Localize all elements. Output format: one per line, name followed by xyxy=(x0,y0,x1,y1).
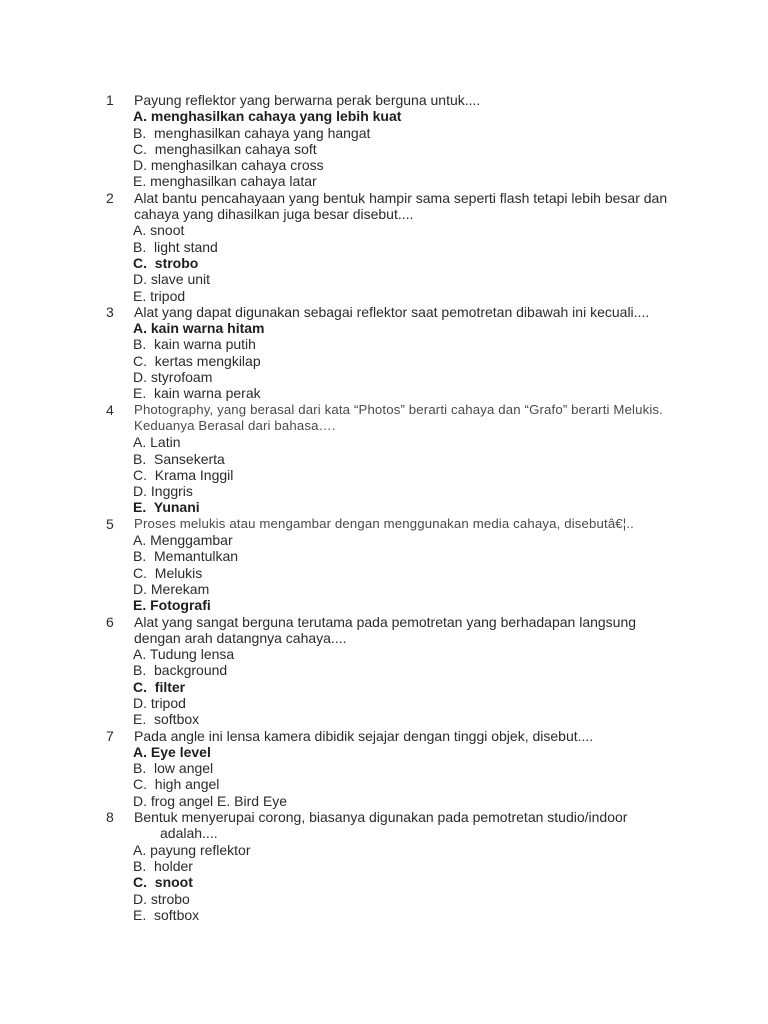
answer-option: D. tripod xyxy=(133,694,186,711)
answer-option-correct: C. filter xyxy=(133,678,186,695)
answer-option: B. Sansekerta xyxy=(133,450,225,467)
answer-option: B. menghasilkan cahaya yang hangat xyxy=(133,124,371,141)
answer-option: E. softbox xyxy=(133,711,200,728)
question-3 xyxy=(0,304,768,402)
answer-option: D. strobo xyxy=(133,890,190,907)
question-number: 5 xyxy=(106,515,114,532)
question-7 xyxy=(0,728,768,809)
question-text-line: Alat yang dapat digunakan sebagai reflektor saat pemotretan dibawah ini kecuali.... xyxy=(134,303,650,320)
question-text xyxy=(134,809,694,842)
question-text-line: adalah.... xyxy=(160,825,218,842)
question-number: 7 xyxy=(106,727,114,744)
question-2 xyxy=(0,190,768,304)
answer-option: E. kain warna perak xyxy=(133,385,261,402)
question-text xyxy=(134,190,694,223)
answer-option: C. kertas mengkilap xyxy=(133,352,261,369)
answer-option: E. menghasilkan cahaya latar xyxy=(133,173,317,190)
question-number: 4 xyxy=(106,401,114,418)
question-text-line: Alat bantu pencahayaan yang bentuk hampir sama seperti flash tetapi lebih besar dan xyxy=(134,189,668,206)
answer-option-correct: E. Yunani xyxy=(133,499,200,516)
question-text-line: Keduanya Berasal dari bahasa…. xyxy=(134,417,336,433)
question-6 xyxy=(0,614,768,728)
answer-option: B. low angel xyxy=(133,760,214,777)
answer-option-correct: E. Fotografi xyxy=(133,597,211,614)
answer-option: B. light stand xyxy=(133,238,218,255)
question-5 xyxy=(0,516,768,614)
answer-option-correct: A. kain warna hitam xyxy=(133,320,265,337)
question-number: 1 xyxy=(106,92,114,108)
answer-option: A. Tudung lensa xyxy=(133,646,235,663)
question-number: 3 xyxy=(106,303,114,320)
question-text xyxy=(134,614,694,647)
answer-option: D. Merekam xyxy=(133,580,210,597)
answer-option: C. high angel xyxy=(133,776,220,793)
answer-option: C. Melukis xyxy=(133,564,203,581)
question-text-line: Payung reflektor yang berwarna perak berguna untuk.... xyxy=(134,92,481,108)
answer-option-correct: C. snoot xyxy=(133,874,193,891)
question-number: 8 xyxy=(106,809,114,826)
answer-option: D. styrofoam xyxy=(133,369,213,386)
question-text-line: Photography, yang berasal dari kata “Photos” berarti cahaya dan “Grafo” berarti Melukis. xyxy=(134,401,663,417)
answer-option: B. kain warna putih xyxy=(133,336,256,353)
question-text-line: Bentuk menyerupai corong, biasanya digunakan pada pemotretan studio/indoor xyxy=(134,809,628,826)
question-text xyxy=(134,516,694,532)
answer-option: D. frog angel E. Bird Eye xyxy=(133,792,288,809)
question-1 xyxy=(0,92,768,190)
answer-option: B. background xyxy=(133,662,228,679)
question-text-line: dengan arah datangnya cahaya.... xyxy=(134,629,347,646)
answer-option: A. Latin xyxy=(133,434,181,451)
answer-option: C. menghasilkan cahaya soft xyxy=(133,140,317,157)
answer-option: B. Memantulkan xyxy=(133,548,239,565)
question-text-line: Proses melukis atau mengambar dengan menggunakan media cahaya, disebutâ€¦.. xyxy=(134,515,634,531)
question-text xyxy=(134,728,694,744)
answer-option: D. menghasilkan cahaya cross xyxy=(133,157,324,174)
question-text xyxy=(134,304,694,320)
answer-option: B. holder xyxy=(133,857,193,874)
answer-option: A. snoot xyxy=(133,222,185,239)
question-text xyxy=(134,92,694,108)
answer-option: D. Inggris xyxy=(133,483,193,500)
question-text-line: Alat yang sangat berguna terutama pada pemotretan yang berhadapan langsung xyxy=(134,613,637,630)
answer-option: E. softbox xyxy=(133,906,200,923)
answer-option: E. tripod xyxy=(133,287,186,304)
answer-option-correct: A. menghasilkan cahaya yang lebih kuat xyxy=(133,108,402,125)
answer-option: D. slave unit xyxy=(133,271,211,288)
question-number: 6 xyxy=(106,613,114,630)
question-text xyxy=(134,402,694,435)
answer-option: C. Krama Inggil xyxy=(133,466,234,483)
answer-option-correct: A. Eye level xyxy=(133,743,211,760)
answer-option: A. Menggambar xyxy=(133,532,233,549)
question-4 xyxy=(0,402,768,516)
question-list xyxy=(0,92,768,923)
question-8 xyxy=(0,809,768,923)
answer-option: A. payung reflektor xyxy=(133,841,251,858)
question-text-line: Pada angle ini lensa kamera dibidik sejajar dengan tinggi objek, disebut.... xyxy=(134,727,594,744)
question-number: 2 xyxy=(106,189,114,206)
answer-option-correct: C. strobo xyxy=(133,254,199,271)
question-text-line: cahaya yang dihasilkan juga besar disebut.... xyxy=(134,206,414,223)
